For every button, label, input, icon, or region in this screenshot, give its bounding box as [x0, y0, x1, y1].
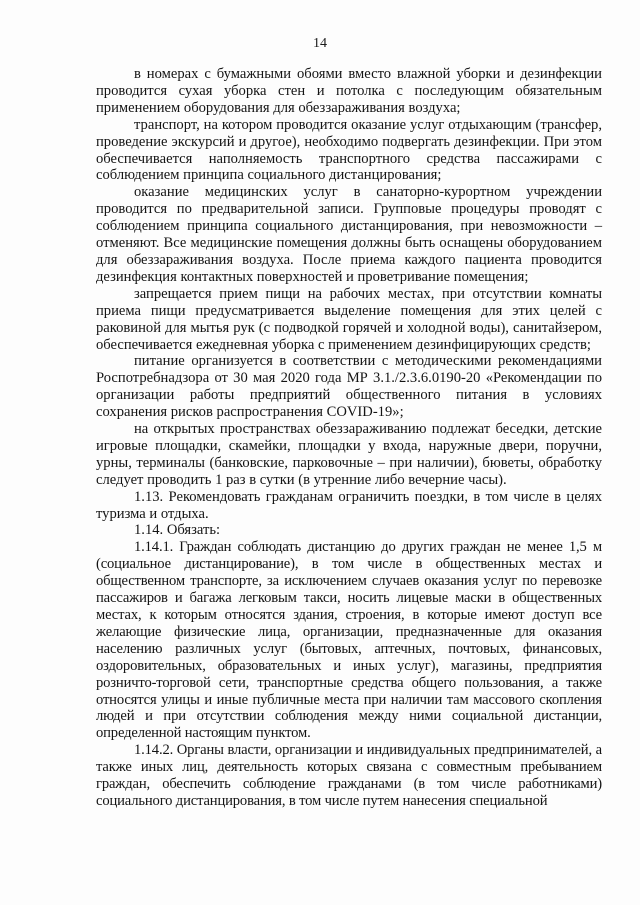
document-body — [96, 66, 602, 810]
paragraph-transport-disinfection: транспорт, на котором проводится оказание услуг отдыхающим (трансфер, проведение экскурсий и другое), необходимо подвергать дезинфекции. При этом обеспечивается наполняемость транспортного средства пассажирами с соблюдением принципа социального дистанцирования; — [96, 116, 602, 184]
paragraph-medical-services: оказание медицинских услуг в санаторно-курортном учреждении проводится по предварительной записи. Групповые процедуры проводят с соблюдением принципа социального дистанцирования, при невозможности – отменяют. Все медицинские помещения должны быть оснащены оборудованием для обеззараживания воздуха. После приема каждого пациента проводится дезинфекция контактных поверхностей и проветривание помещения; — [96, 184, 602, 285]
paragraph-open-spaces-disinfection: на открытых пространствах обеззараживанию подлежат беседки, детские игровые площадки, скамейки, площадки у входа, наружные двери, поручни, урны, терминалы (банковские, парковочные – при наличии), бюветы, обработку следует проводить 1 раз в сутки (в утренние либо вечерние часы). — [96, 421, 602, 488]
paragraph-1-14-heading: 1.14. Обязать: — [134, 522, 221, 539]
paragraph-1-14-2-organizations: 1.14.2. Органы власти, организации и индивидуальных предпринимателей, а также иных лиц, деятельность которых связана с совместным пребыванием граждан, обеспечить соблюдение гражданами (в том числе работниками) социального дистанцирования, в том числе путем нанесения специальной — [96, 742, 602, 809]
page-number: 14 — [313, 36, 327, 51]
paragraph-eating-at-workplace: запрещается прием пищи на рабочих местах, при отсутствии комнаты приема пищи предусматривается выделение помещения для этих целей с раковиной для мытья рук (с подводкой горячей и холодной воды), санитайзером, обеспечивается ежедневная уборка с применением дезинфицирующих средств; — [96, 285, 602, 353]
paragraph-1-14-1-social-distancing: 1.14.1. Граждан соблюдать дистанцию до других граждан не менее 1,5 м (социальное дистанцирование), в том числе в общественных местах и общественном транспорте, за исключением случаев оказания услуг по перевозке пассажиров и багажа легковым такси, носить лицевые маски в общественных местах, к которым относятся здания, строения, в которые имеют доступ все желающие физические лица, организации, предназначенные для оказания населению различных услуг (бытовых, аптечных, почтовых, финансовых, оздоровительных, образовательных и иных услуг), магазины, предприятия розничто-торговой сети, транспортные средства общего пользования, а также относятся улицы и иные публичные места при наличии там массового скопления людей и при отсутствии соблюдения между ними социальной дистанции, определенной настоящим пунктом. — [96, 539, 602, 742]
paragraph-wallpaper-rooms-cleaning: в номерах с бумажными обоями вместо влажной уборки и дезинфекции проводится сухая уборка стен и потолка с последующим обязательным применением оборудования для обеззараживания воздуха; — [96, 66, 602, 116]
paragraph-catering-guidelines: питание организуется в соответствии с методическими рекомендациями Роспотребнадзора от 30 мая 2020 года МР 3.1./2.3.6.0190-20 «Рекомендации по организации работы предприятий общественного питания в условиях сохранения рисков распространения COVID-19»; — [96, 353, 602, 421]
paragraph-1-13-travel-restriction: 1.13. Рекомендовать гражданам ограничить поездки, в том числе в целях туризма и отдыха. — [96, 488, 602, 522]
